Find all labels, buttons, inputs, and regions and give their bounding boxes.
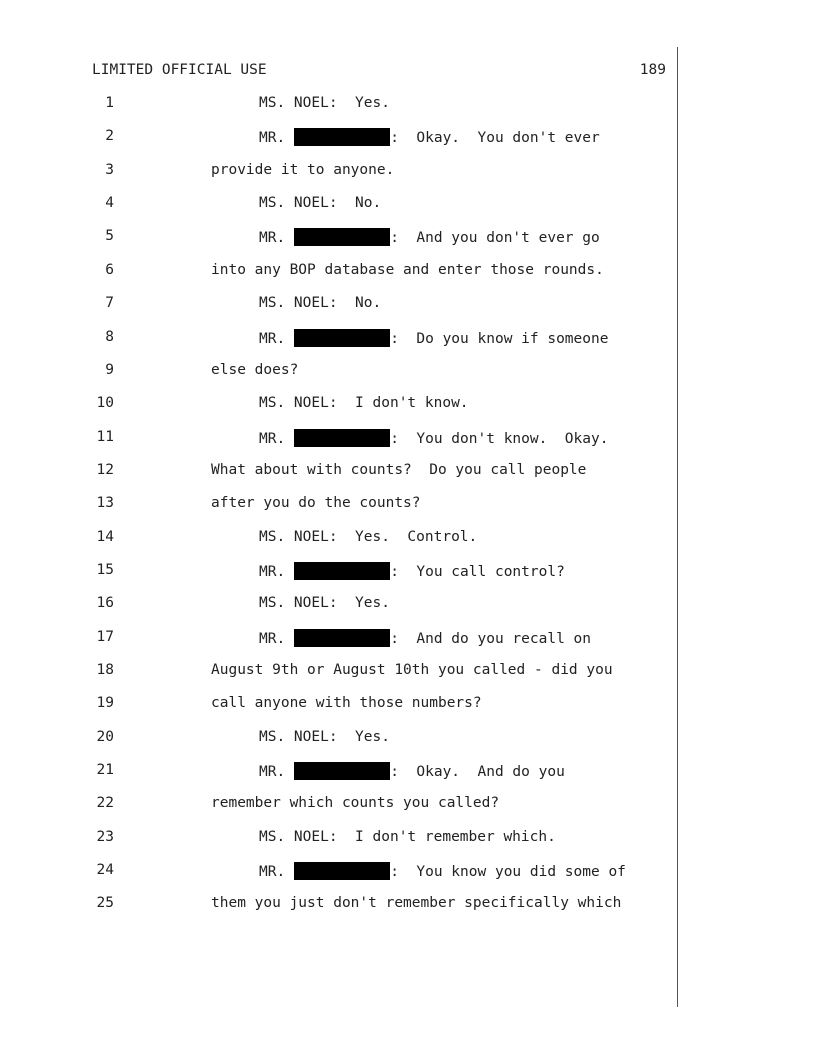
redaction-block (294, 228, 390, 246)
transcript-line (0, 562, 676, 582)
utterance-text: : Do you know if someone (390, 330, 609, 347)
utterance-text: Yes. (355, 728, 390, 745)
line-number: 7 (105, 295, 114, 312)
utterance-text: Yes. (355, 595, 390, 612)
speaker-line (259, 629, 591, 647)
transcript-line (0, 329, 676, 349)
line-number: 22 (96, 795, 114, 812)
transcript-line (0, 762, 676, 782)
transcript-line (0, 829, 676, 849)
utterance-text: : And you don't ever go (390, 230, 600, 247)
speaker-label: MR. (259, 430, 286, 447)
transcript-line (0, 362, 676, 382)
speaker-label: MR. (259, 764, 286, 780)
speaker-line (259, 729, 390, 745)
transcript-line (0, 228, 676, 248)
right-margin-rule (677, 47, 678, 1007)
speaker-line (259, 595, 390, 611)
transcript-line (0, 695, 676, 715)
speaker-label: MS. NOEL: (259, 528, 338, 545)
speaker-line (259, 228, 600, 246)
utterance-text: No. (355, 295, 382, 312)
speaker-line (259, 195, 381, 211)
transcript-line (0, 495, 676, 515)
transcript-line (0, 795, 676, 815)
speaker-label: MS. NOEL: (259, 395, 338, 412)
page-number: 189 (639, 62, 666, 78)
speaker-label: MR. (259, 630, 286, 647)
speaker-line (259, 529, 477, 545)
line-number: 1 (105, 95, 114, 111)
utterance-text: Yes. Control. (355, 528, 478, 545)
transcript-line (0, 529, 676, 549)
transcript-line (0, 195, 676, 215)
continuation-text: provide it to anyone. (211, 161, 395, 178)
classification-header: LIMITED OFFICIAL USE (92, 62, 267, 78)
transcript-line (0, 429, 676, 449)
speaker-line (259, 395, 469, 411)
transcript-line (0, 95, 676, 115)
speaker-line (259, 762, 565, 780)
speaker-label: MR. (259, 864, 286, 881)
utterance-text: Yes. (355, 95, 390, 111)
transcript-line (0, 862, 676, 882)
line-number: 2 (105, 128, 114, 145)
redaction-block (294, 562, 390, 580)
line-number: 8 (105, 328, 114, 345)
line-number: 25 (96, 895, 114, 912)
line-number: 17 (96, 628, 114, 645)
speaker-line (259, 329, 608, 347)
transcript-line (0, 128, 676, 148)
continuation-text: into any BOP database and enter those rounds. (211, 261, 604, 278)
continuation-text: call anyone with those numbers? (211, 695, 482, 712)
speaker-label: MR. (259, 230, 286, 247)
utterance-text: I don't know. (355, 395, 469, 412)
transcript-line (0, 629, 676, 649)
line-number: 23 (96, 828, 114, 845)
transcript-line (0, 595, 676, 615)
line-number: 14 (96, 528, 114, 545)
speaker-label: MR. (259, 130, 286, 147)
redaction-block (294, 762, 390, 780)
transcript-line (0, 262, 676, 282)
transcript-line (0, 895, 676, 915)
speaker-label: MS. NOEL: (259, 728, 338, 745)
transcript-line (0, 662, 676, 682)
transcript-line (0, 162, 676, 182)
continuation-text: What about with counts? Do you call people (211, 461, 587, 478)
line-number: 3 (105, 161, 114, 178)
line-number: 6 (105, 261, 114, 278)
speaker-line (259, 429, 608, 447)
transcript-line (0, 395, 676, 415)
speaker-label: MS. NOEL: (259, 828, 338, 845)
line-number: 24 (96, 862, 114, 879)
line-number: 16 (96, 595, 114, 612)
speaker-label: MS. NOEL: (259, 195, 338, 212)
line-number: 19 (96, 695, 114, 712)
line-number: 20 (96, 728, 114, 745)
continuation-text: them you just don't remember specifically which (211, 895, 622, 912)
redaction-block (294, 629, 390, 647)
line-number: 9 (105, 361, 114, 378)
line-number: 18 (96, 662, 114, 678)
utterance-text: : You call control? (390, 563, 565, 580)
redaction-block (294, 429, 390, 447)
redaction-block (294, 862, 390, 880)
line-number: 10 (96, 395, 114, 412)
transcript-line (0, 462, 676, 482)
utterance-text: : You don't know. Okay. (390, 430, 609, 447)
transcript-line (0, 295, 676, 315)
redaction-block (294, 329, 390, 347)
continuation-text: remember which counts you called? (211, 795, 500, 812)
speaker-label: MR. (259, 563, 286, 580)
speaker-line (259, 829, 556, 845)
continuation-text: else does? (211, 361, 299, 378)
speaker-label: MR. (259, 330, 286, 347)
line-number: 21 (96, 762, 114, 778)
line-number: 13 (96, 495, 114, 512)
speaker-line (259, 862, 626, 880)
speaker-label: MS. NOEL: (259, 95, 338, 111)
speaker-line (259, 128, 600, 146)
continuation-text: August 9th or August 10th you called - did you (211, 662, 613, 678)
line-number: 12 (96, 461, 114, 478)
utterance-text: : You know you did some of (390, 864, 626, 881)
speaker-line (259, 95, 390, 111)
line-number: 5 (105, 228, 114, 245)
speaker-label: MS. NOEL: (259, 295, 338, 312)
utterance-text: : Okay. And do you (390, 764, 565, 780)
utterance-text: : And do you recall on (390, 630, 591, 647)
transcript-line (0, 729, 676, 749)
continuation-text: after you do the counts? (211, 495, 421, 512)
speaker-line (259, 295, 381, 311)
speaker-label: MS. NOEL: (259, 595, 338, 612)
utterance-text: I don't remember which. (355, 828, 556, 845)
speaker-line (259, 562, 565, 580)
redaction-block (294, 128, 390, 146)
utterance-text: : Okay. You don't ever (390, 130, 600, 147)
line-number: 15 (96, 561, 114, 578)
line-number: 4 (105, 195, 114, 212)
utterance-text: No. (355, 195, 382, 212)
line-number: 11 (96, 428, 114, 445)
